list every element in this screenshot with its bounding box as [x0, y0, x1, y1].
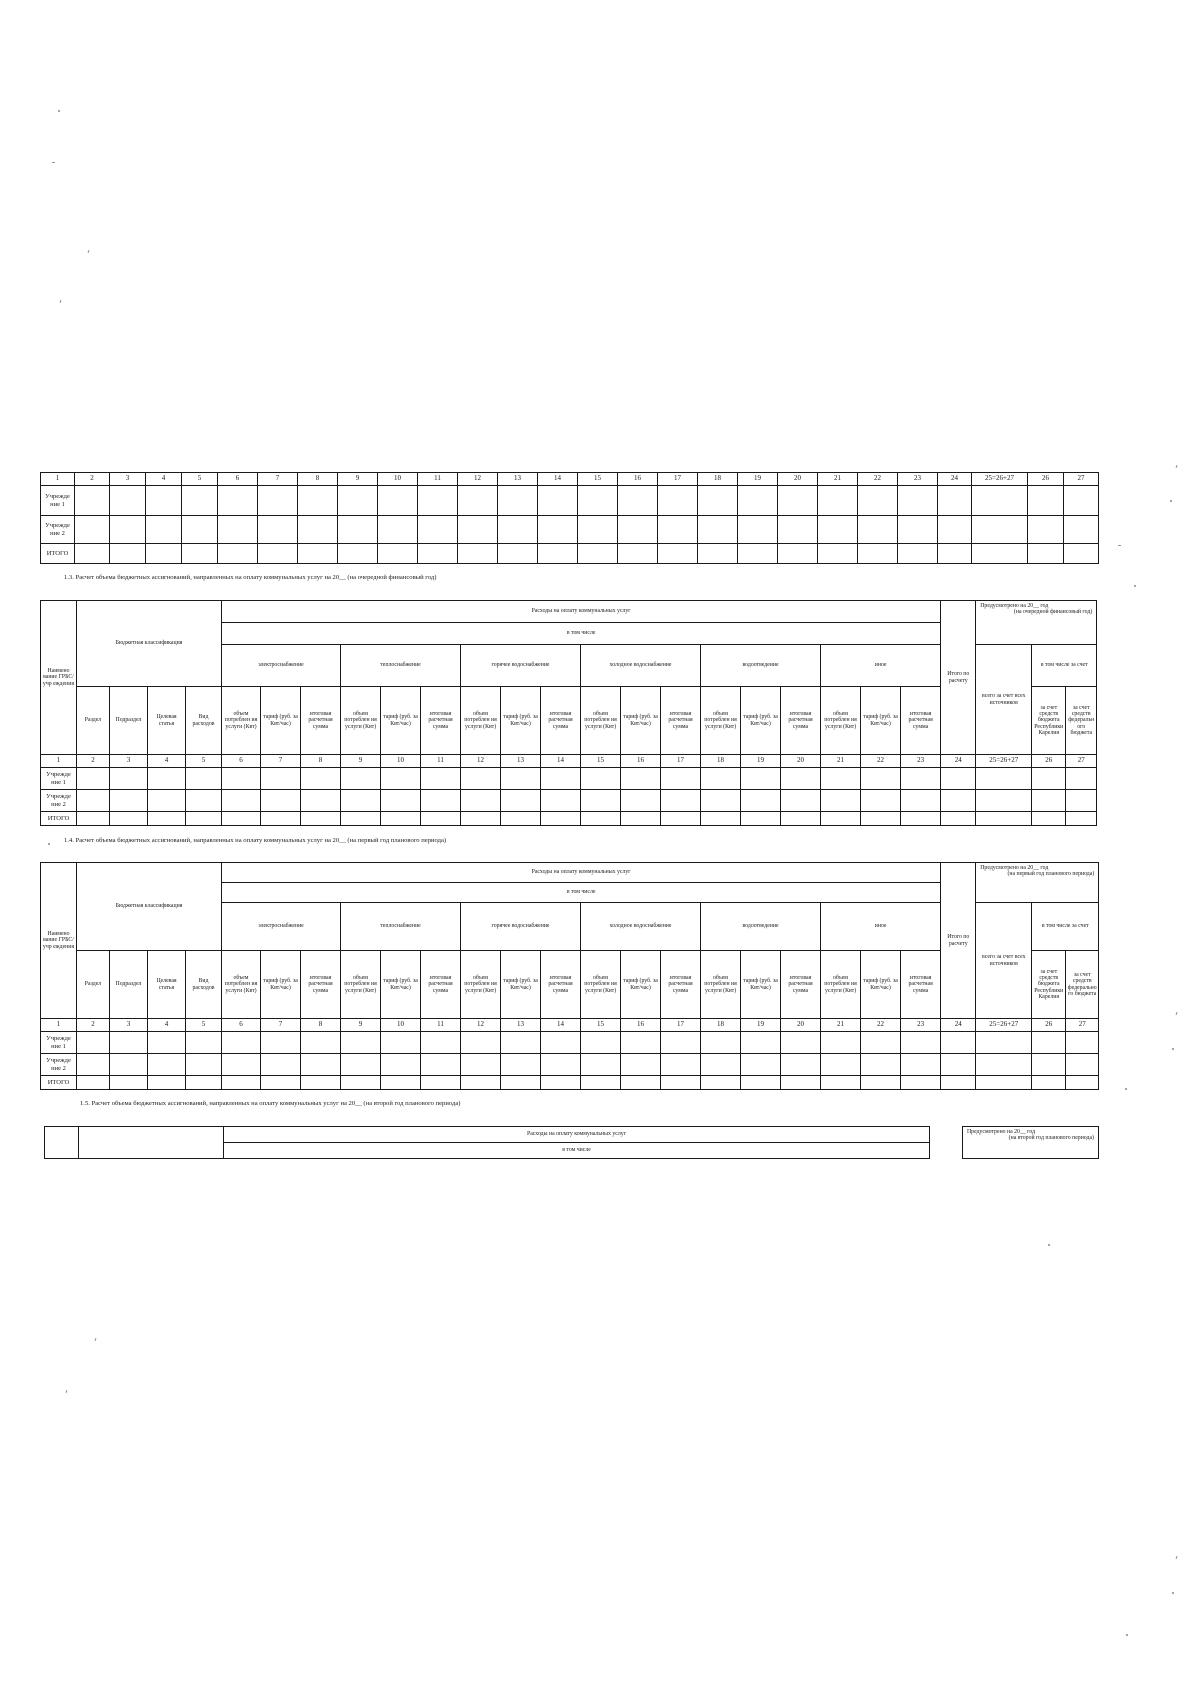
row-label: Учрежде ние 1 — [41, 1032, 77, 1054]
col-num: 22 — [861, 1019, 901, 1032]
col-num: 7 — [258, 473, 298, 486]
planned-label: Предусмотрено на 20__ год — [980, 865, 1049, 871]
header-vol: объем потреблен ия услуги (Квт) — [821, 951, 861, 1019]
col-num: 19 — [738, 473, 778, 486]
header-budget-class: Бюджетная классификация — [77, 601, 222, 687]
column-number-row — [41, 1019, 1099, 1032]
table-row — [41, 1032, 1099, 1054]
header-vol: объем потреблен ия услуги (Квт) — [341, 951, 381, 1019]
col-num: 18 — [698, 473, 738, 486]
col-num: 11 — [421, 755, 461, 768]
table-row — [41, 790, 1097, 812]
header-tariff: тариф (руб. за Квт/час) — [381, 951, 421, 1019]
col-num: 15 — [578, 473, 618, 486]
service-drainage: водоотведение — [701, 903, 821, 951]
col-num: 27 — [1064, 473, 1099, 486]
caption-1-5: 1.5. Расчет объема бюджетных ассигнований, направленных на оплату коммунальных услуг на 20__ (на второй год планового периода) — [80, 1100, 461, 1107]
col-num: 10 — [381, 755, 421, 768]
col-num: 13 — [501, 755, 541, 768]
col-num: 1 — [41, 473, 75, 486]
col-num: 18 — [701, 755, 741, 768]
header-tariff: тариф (руб. за Квт/час) — [741, 687, 781, 755]
scan-speck — [66, 1390, 68, 1393]
header-vol: объем потреблен ия услуги (Квт) — [341, 687, 381, 755]
header-expenses: Расходы на оплату коммунальных услуг — [224, 1127, 930, 1143]
col-num: 12 — [461, 755, 501, 768]
spacer — [930, 1127, 963, 1159]
table-row-total — [41, 1076, 1099, 1090]
col-num: 21 — [821, 755, 861, 768]
header-vol: объем потреблен ия услуги (Квт) — [222, 951, 261, 1019]
row-label: ИТОГО — [41, 812, 77, 826]
header-sum: итоговая расчетная сумма — [301, 951, 341, 1019]
header-tariff: тариф (руб. за Квт/час) — [261, 687, 301, 755]
planned-sublabel: (на очередной финансовый год) — [1013, 609, 1093, 616]
scan-speck — [1170, 500, 1172, 502]
col-num: 5 — [186, 755, 222, 768]
col-num: 24 — [941, 1019, 976, 1032]
service-cold-water: холодное водоснабжение — [581, 645, 701, 687]
row-label: Учрежде ние 1 — [41, 486, 75, 516]
header-sum: итоговая расчетная сумма — [781, 951, 821, 1019]
row-label: ИТОГО — [41, 1076, 77, 1090]
header-planned — [963, 1127, 1099, 1159]
header-name: Наимено вание ГРБС/учр еждения — [41, 601, 77, 755]
col-num: 7 — [261, 755, 301, 768]
service-hot-water: горячее водоснабжение — [461, 645, 581, 687]
header-of-which: в том числе за счет — [1032, 903, 1099, 951]
col-num: 9 — [341, 1019, 381, 1032]
header-vol: объем потреблен ия услуги (Квт) — [222, 687, 261, 755]
col-num: 12 — [461, 1019, 501, 1032]
service-electricity: электроснабжение — [222, 903, 341, 951]
row-label: ИТОГО — [41, 544, 75, 564]
table-row — [41, 516, 1099, 544]
header-sum: итоговая расчетная сумма — [541, 951, 581, 1019]
col-num: 15 — [581, 755, 621, 768]
table-row-total — [41, 812, 1097, 826]
header-fed-funds: за счет средств федерального бюджета — [1066, 951, 1099, 1019]
scan-speck — [1048, 1244, 1050, 1246]
col-num: 17 — [658, 473, 698, 486]
header-sum: итоговая расчетная сумма — [781, 687, 821, 755]
header-vol: объем потреблен ия услуги (Квт) — [821, 687, 861, 755]
header-sum: итоговая расчетная сумма — [661, 687, 701, 755]
col-num: 19 — [741, 1019, 781, 1032]
planned-sublabel: (на первый год планового периода) — [1007, 871, 1095, 878]
col-num: 16 — [618, 473, 658, 486]
col-num: 8 — [301, 1019, 341, 1032]
col-num: 23 — [898, 473, 938, 486]
header-expenses: Расходы на оплату коммунальных услуг — [222, 863, 941, 883]
header-vol: объем потреблен ия услуги (Квт) — [581, 951, 621, 1019]
service-electricity: электроснабжение — [222, 645, 341, 687]
col-num: 20 — [781, 1019, 821, 1032]
caption-1-3: 1.3. Расчет объема бюджетных ассигнований, направленных на оплату коммунальных услуг на 20__ (на очередной финансовый год) — [64, 574, 437, 581]
scan-speck — [1118, 545, 1121, 546]
table-1-3 — [40, 600, 1097, 826]
col-num: 10 — [381, 1019, 421, 1032]
header-razdel: Раздел — [77, 687, 110, 755]
header-vol: объем потреблен ия услуги (Квт) — [461, 687, 501, 755]
col-num: 14 — [541, 1019, 581, 1032]
scan-speck — [60, 300, 62, 303]
header-sum: итоговая расчетная сумма — [421, 951, 461, 1019]
header-tariff: тариф (руб. за Квт/час) — [621, 951, 661, 1019]
header-tariff: тариф (руб. за Квт/час) — [861, 687, 901, 755]
header-sum: итоговая расчетная сумма — [901, 951, 941, 1019]
header-sum: итоговая расчетная сумма — [661, 951, 701, 1019]
table-1-2-continuation — [40, 472, 1099, 564]
header-total-calc: Итого по расчету — [941, 863, 976, 1019]
col-num: 12 — [458, 473, 498, 486]
col-num: 10 — [378, 473, 418, 486]
header-all-sources: всего за счет всех источников — [976, 645, 1032, 755]
col-num: 18 — [701, 1019, 741, 1032]
col-num: 20 — [778, 473, 818, 486]
header-planned — [976, 601, 1097, 645]
header-in-that: в том числе — [222, 883, 941, 903]
col-num: 8 — [301, 755, 341, 768]
column-number-row — [41, 473, 1099, 486]
col-num: 2 — [75, 473, 110, 486]
col-num: 5 — [186, 1019, 222, 1032]
col-num: 25=26+27 — [976, 755, 1032, 768]
service-other: иное — [821, 903, 941, 951]
col-num: 7 — [261, 1019, 301, 1032]
table-1-5 — [44, 1126, 1099, 1159]
header-tariff: тариф (руб. за Квт/час) — [501, 687, 541, 755]
table-row — [41, 768, 1097, 790]
col-num: 6 — [222, 1019, 261, 1032]
header-name-blank — [45, 1127, 79, 1159]
col-num: 4 — [146, 473, 182, 486]
header-tariff: тариф (руб. за Квт/час) — [261, 951, 301, 1019]
col-num: 16 — [621, 1019, 661, 1032]
col-num: 25=26+27 — [976, 1019, 1032, 1032]
header-tariff: тариф (руб. за Квт/час) — [741, 951, 781, 1019]
header-tariff: тариф (руб. за Квт/час) — [861, 951, 901, 1019]
scan-speck — [1134, 585, 1136, 587]
col-num: 26 — [1032, 1019, 1066, 1032]
header-vid: Вид расходов — [186, 687, 222, 755]
col-num: 2 — [77, 755, 110, 768]
row-label: Учрежде ние 2 — [41, 790, 77, 812]
service-drainage: водоотведение — [701, 645, 821, 687]
scan-speck — [1176, 1556, 1178, 1559]
col-num: 26 — [1028, 473, 1064, 486]
header-sum: итоговая расчетная сумма — [541, 687, 581, 755]
col-num: 24 — [938, 473, 972, 486]
header-target: Целевая статья — [148, 687, 186, 755]
header-budget-class-blank — [79, 1127, 224, 1159]
col-num: 21 — [821, 1019, 861, 1032]
col-num: 14 — [541, 755, 581, 768]
column-number-row — [41, 755, 1097, 768]
col-num: 3 — [110, 755, 148, 768]
scan-speck — [58, 110, 60, 112]
col-num: 26 — [1032, 755, 1066, 768]
header-sum: итоговая расчетная сумма — [901, 687, 941, 755]
service-cold-water: холодное водоснабжение — [581, 903, 701, 951]
header-vol: объем потреблен ия услуги (Квт) — [461, 951, 501, 1019]
col-num: 4 — [148, 755, 186, 768]
header-budget-class: Бюджетная классификация — [77, 863, 222, 951]
header-razdel: Раздел — [77, 951, 110, 1019]
header-tariff: тариф (руб. за Квт/час) — [381, 687, 421, 755]
planned-sublabel: (на второй год планового периода) — [1008, 1135, 1094, 1142]
col-num: 5 — [182, 473, 218, 486]
service-other: иное — [821, 645, 941, 687]
scan-speck — [1176, 1012, 1178, 1015]
row-label: Учрежде ние 1 — [41, 768, 77, 790]
col-num: 23 — [901, 755, 941, 768]
header-vol: объем потреблен ия услуги (Квт) — [701, 951, 741, 1019]
col-num: 3 — [110, 1019, 148, 1032]
col-num: 14 — [538, 473, 578, 486]
scan-speck — [1172, 1048, 1174, 1050]
scan-speck — [48, 843, 50, 845]
col-num: 25=26+27 — [972, 473, 1028, 486]
service-hot-water: горячее водоснабжение — [461, 903, 581, 951]
col-num: 13 — [501, 1019, 541, 1032]
col-num: 6 — [222, 755, 261, 768]
header-in-that: в том числе — [224, 1143, 930, 1159]
col-num: 1 — [41, 1019, 77, 1032]
row-label: Учрежде ние 2 — [41, 516, 75, 544]
header-vol: объем потреблен ия услуги (Квт) — [701, 687, 741, 755]
scan-speck — [95, 1338, 97, 1341]
scan-speck — [52, 162, 55, 163]
service-heating: теплоснабжение — [341, 645, 461, 687]
header-tariff: тариф (руб. за Квт/час) — [621, 687, 661, 755]
col-num: 23 — [901, 1019, 941, 1032]
scan-speck — [88, 250, 90, 253]
col-num: 2 — [77, 1019, 110, 1032]
col-num: 13 — [498, 473, 538, 486]
table-row-total — [41, 544, 1099, 564]
header-tariff: тариф (руб. за Квт/час) — [501, 951, 541, 1019]
col-num: 9 — [341, 755, 381, 768]
service-heating: теплоснабжение — [341, 903, 461, 951]
col-num: 27 — [1066, 755, 1097, 768]
col-num: 6 — [218, 473, 258, 486]
header-planned — [976, 863, 1099, 903]
col-num: 20 — [781, 755, 821, 768]
col-num: 15 — [581, 1019, 621, 1032]
header-name: Наимено вание ГРБС/учр еждения — [41, 863, 77, 1019]
col-num: 24 — [941, 755, 976, 768]
table-row — [41, 486, 1099, 516]
table-1-4 — [40, 862, 1099, 1090]
col-num: 17 — [661, 755, 701, 768]
col-num: 21 — [818, 473, 858, 486]
scan-speck — [1126, 1634, 1128, 1636]
col-num: 19 — [741, 755, 781, 768]
header-vol: объем потреблен ия услуги (Квт) — [581, 687, 621, 755]
col-num: 27 — [1066, 1019, 1099, 1032]
col-num: 17 — [661, 1019, 701, 1032]
col-num: 22 — [861, 755, 901, 768]
header-fed-funds: за счет средств федерального бюджета — [1066, 687, 1097, 755]
scan-speck — [1125, 1088, 1127, 1090]
col-num: 4 — [148, 1019, 186, 1032]
col-num: 16 — [621, 755, 661, 768]
header-sum: итоговая расчетная сумма — [421, 687, 461, 755]
planned-label: Предусмотрено на 20__ год — [980, 603, 1049, 609]
col-num: 11 — [421, 1019, 461, 1032]
header-in-that: в том числе — [222, 623, 941, 645]
header-podrazdel: Подраздел — [110, 687, 148, 755]
table-row — [41, 1054, 1099, 1076]
scan-speck — [1176, 465, 1178, 468]
header-all-sources: всего за счет всех источников — [976, 903, 1032, 1019]
col-num: 11 — [418, 473, 458, 486]
col-num: 1 — [41, 755, 77, 768]
header-sum: итоговая расчетная сумма — [301, 687, 341, 755]
header-expenses: Расходы на оплату коммунальных услуг — [222, 601, 941, 623]
header-vid: Вид расходов — [186, 951, 222, 1019]
header-podrazdel: Подраздел — [110, 951, 148, 1019]
row-label: Учрежде ние 2 — [41, 1054, 77, 1076]
col-num: 9 — [338, 473, 378, 486]
header-total-calc: Итого по расчету — [941, 601, 976, 755]
scan-speck — [1172, 1592, 1174, 1594]
planned-label: Предусмотрено на 20__ год — [967, 1129, 1036, 1135]
header-rk-funds: за счет средств бюджета Республики Карелия — [1032, 687, 1066, 755]
header-of-which: в том числе за счет — [1032, 645, 1097, 687]
header-rk-funds: за счет средств бюджета Республики Карелия — [1032, 951, 1066, 1019]
col-num: 22 — [858, 473, 898, 486]
col-num: 8 — [298, 473, 338, 486]
caption-1-4: 1.4. Расчет объема бюджетных ассигнований, направленных на оплату коммунальных услуг на 20__ (на первый год планового периода) — [64, 837, 447, 844]
col-num: 3 — [110, 473, 146, 486]
header-target: Целевая статья — [148, 951, 186, 1019]
